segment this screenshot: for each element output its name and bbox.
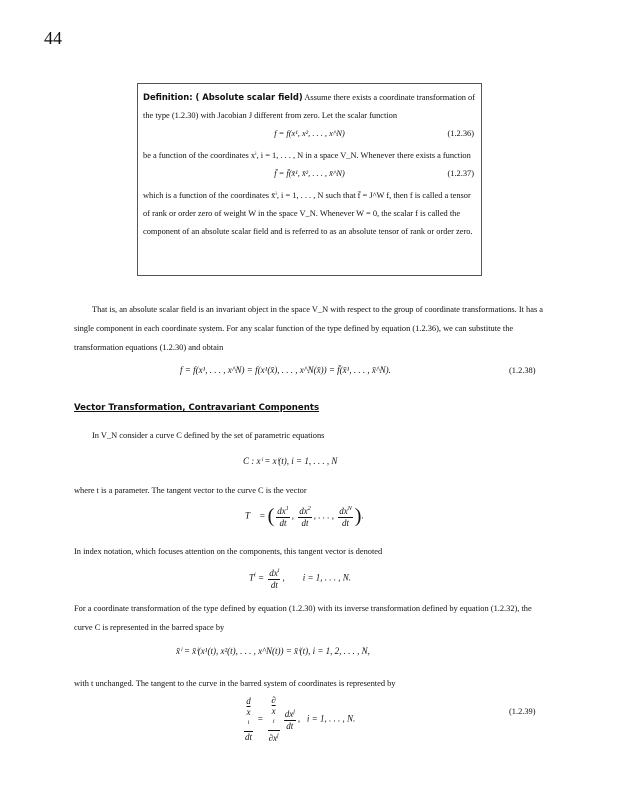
paragraph-index-notation: In index notation, which focuses attention on the components, this tangent vector is denoted bbox=[74, 547, 383, 556]
definition-line-3: which is a function of the coordinates x̄ⁱ, i = 1, . . . , N such that f̄ = J^W f, then f is called a tensor of rank or order zero of weight W in the space V_N. Whenever W = 0, the scalar f is called the component of an absolute scalar field and is referred to as an absolute tensor of rank or order zero. bbox=[143, 191, 473, 236]
paragraph-tangent: where t is a parameter. The tangent vector to the curve C is the vector bbox=[74, 486, 307, 495]
definition-line-2: be a function of the coordinates xⁱ, i = 1, . . . , N in a space V_N. Whenever there exists a function bbox=[143, 151, 471, 160]
equation-1-2-37-number: (1.2.37) bbox=[447, 169, 474, 178]
section-title: Vector Transformation, Contravariant Components bbox=[74, 403, 320, 413]
equation-1-2-36-number: (1.2.36) bbox=[447, 129, 474, 138]
equation-1-2-38: f = f(x¹, . . . , x^N) = f(x¹(x̄), . . . , x^N(x̄)) = f̄(x̄¹, . . . , x̄^N). bbox=[180, 365, 391, 375]
equation-1-2-36 bbox=[143, 125, 476, 147]
definition-text-1 bbox=[143, 88, 476, 125]
equation-tangent-vector: T⃗ = ( $\frac{dx^1}{dt}$ , $\frac{dx^2}{dt}$ , . . . , $\frac{dx^N}{dt}$ ). bbox=[245, 505, 364, 528]
equation-1-2-37-body: f̄ = f̄(x̄¹, x̄², . . . , x̄^N) bbox=[274, 169, 345, 178]
equation-1-2-39-number: (1.2.39) bbox=[509, 707, 536, 716]
equation-barred-curve: x̄ⁱ = x̄ⁱ(x¹(t), x²(t), . . . , x^N(t)) = x̄ⁱ(t), i = 1, 2, . . . , N, bbox=[176, 646, 370, 656]
paragraph-coordinate-transformation: For a coordinate transformation of the type defined by equation (1.2.30) with its inverse transformation defined by equation (1.2.32), the curve C is represented in the barred space by bbox=[74, 604, 532, 632]
definition-heading: Definition: ( Absolute scalar field) bbox=[143, 92, 303, 102]
definition-line-1: Assume there exists a coordinate transformation of the type (1.2.30) with Jacobian J different from zero. Let the scalar function bbox=[143, 93, 476, 120]
equation-1-2-36-body: f = f(x¹, x², . . . , x^N) bbox=[274, 129, 345, 138]
equation-1-2-37 bbox=[143, 165, 476, 187]
definition-box bbox=[137, 83, 482, 276]
equation-1-2-38-number: (1.2.38) bbox=[509, 366, 536, 375]
equation-curve: C : xⁱ = xⁱ(t), i = 1, . . . , N bbox=[243, 456, 338, 466]
paragraph-curve: In V_N consider a curve C defined by the set of parametric equations bbox=[92, 431, 325, 440]
equation-1-2-39: d $\overline{x}$ $^i$ dt = ∂ $\overline{x}$ $^i$ $\partial x^j$ $\frac{dx^j}{dt}$ , i = 1, . . . , N. bbox=[245, 695, 356, 743]
equation-tangent-index: $T^i$ = $\frac{dx^i}{dt}$ , i = 1, . . . , N. bbox=[249, 568, 352, 590]
page-number: 44 bbox=[44, 28, 62, 48]
paragraph-barred-tangent: with t unchanged. The tangent to the curve in the barred system of coordinates is represented by bbox=[74, 679, 396, 688]
paragraph-scalar-field: That is, an absolute scalar field is an invariant object in the space V_N with respect to the group of coordinate transformations. It has a single component in each coordinate system. For any scalar function of the type defined by equation (1.2.36), we can substitute the transformation equations (1.2.30) and obtain bbox=[74, 305, 544, 352]
